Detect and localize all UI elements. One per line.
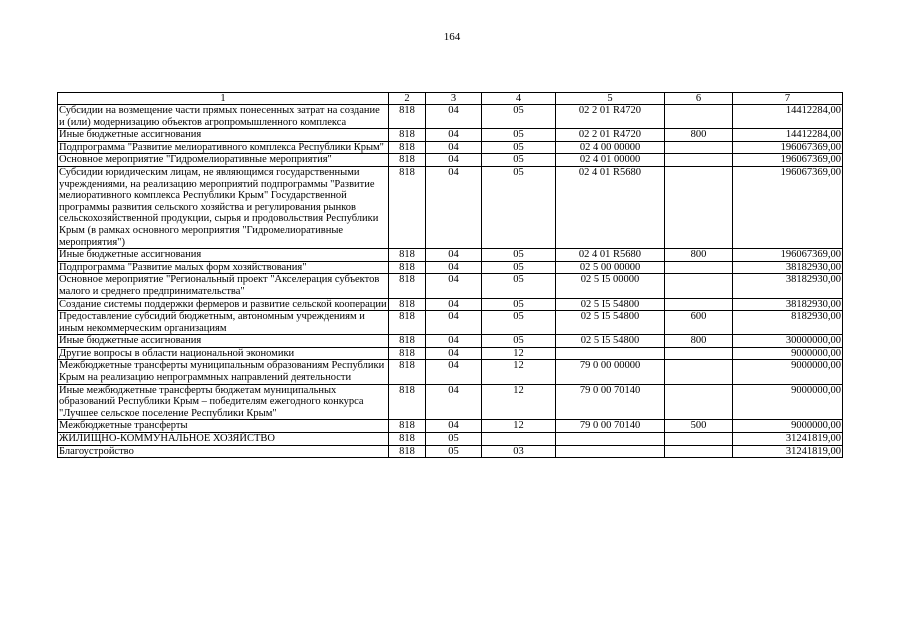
expense-type-cell [665, 274, 733, 298]
target-article-cell: 79 0 00 70140 [556, 420, 665, 433]
amount-cell: 9000000,00 [733, 360, 843, 384]
row-name-cell: Субсидии на возмещение части прямых понесенных затрат на создание и (или) модернизацию объектов агропромышленного комплекса [58, 105, 389, 129]
table-row [58, 141, 843, 154]
table-row [58, 298, 843, 311]
section-code-cell: 04 [426, 274, 482, 298]
expense-type-cell [665, 384, 733, 420]
row-name-cell: Межбюджетные трансферты [58, 420, 389, 433]
subsection-code-cell: 05 [482, 274, 556, 298]
department-code-cell: 818 [389, 141, 426, 154]
table-row [58, 347, 843, 360]
target-article-cell: 02 4 01 R5680 [556, 166, 665, 248]
subsection-code-cell: 03 [482, 445, 556, 458]
expense-type-cell [665, 347, 733, 360]
section-code-cell: 04 [426, 347, 482, 360]
table-row [58, 249, 843, 262]
row-name-cell: Подпрограмма "Развитие мелиоративного комплекса Республики Крым" [58, 141, 389, 154]
amount-cell: 196067369,00 [733, 154, 843, 167]
target-article-cell: 02 5 I5 54800 [556, 311, 665, 335]
department-code-cell: 818 [389, 261, 426, 274]
target-article-cell: 79 0 00 00000 [556, 360, 665, 384]
target-article-cell: 02 4 01 00000 [556, 154, 665, 167]
expense-type-cell: 800 [665, 249, 733, 262]
target-article-cell: 79 0 00 70140 [556, 384, 665, 420]
section-code-cell: 05 [426, 445, 482, 458]
budget-table [57, 92, 843, 458]
target-article-cell [556, 433, 665, 446]
expense-type-cell [665, 105, 733, 129]
target-article-cell [556, 445, 665, 458]
table-row [58, 166, 843, 248]
table-row [58, 105, 843, 129]
section-code-cell: 04 [426, 249, 482, 262]
expense-type-cell: 500 [665, 420, 733, 433]
department-code-cell: 818 [389, 298, 426, 311]
table-row [58, 384, 843, 420]
expense-type-cell [665, 298, 733, 311]
expense-type-cell: 800 [665, 335, 733, 348]
row-name-cell: Субсидии юридическим лицам, не являющимся государственными учреждениями, на реализацию мероприятий подпрограммы "Развитие мелиоративного комплекса Республики Крым" Государственной программы развития сельского хозяйства и регулирования рынков сельскохозяйственной продукции, сырья и продовольствия Республики Крым (в рамках основного мероприятия "Гидромелиоративные мероприятия") [58, 166, 389, 248]
department-code-cell: 818 [389, 166, 426, 248]
amount-cell: 14412284,00 [733, 105, 843, 129]
section-code-cell: 04 [426, 298, 482, 311]
target-article-cell: 02 2 01 R4720 [556, 129, 665, 142]
section-code-cell: 04 [426, 105, 482, 129]
row-name-cell: Основное мероприятие "Гидромелиоративные мероприятия" [58, 154, 389, 167]
table-row [58, 274, 843, 298]
target-article-cell [556, 347, 665, 360]
table-row [58, 154, 843, 167]
expense-type-cell [665, 360, 733, 384]
target-article-cell: 02 4 01 R5680 [556, 249, 665, 262]
table-row [58, 261, 843, 274]
subsection-code-cell: 05 [482, 335, 556, 348]
row-name-cell: Предоставление субсидий бюджетным, автономным учреждениям и иным некоммерческим организациям [58, 311, 389, 335]
amount-cell: 31241819,00 [733, 445, 843, 458]
section-code-cell: 04 [426, 166, 482, 248]
expense-type-cell [665, 433, 733, 446]
department-code-cell: 818 [389, 129, 426, 142]
section-code-cell: 04 [426, 129, 482, 142]
expense-type-cell [665, 141, 733, 154]
table-row [58, 311, 843, 335]
subsection-code-cell: 05 [482, 311, 556, 335]
amount-cell: 38182930,00 [733, 274, 843, 298]
amount-cell: 30000000,00 [733, 335, 843, 348]
subsection-code-cell: 12 [482, 420, 556, 433]
target-article-cell: 02 2 01 R4720 [556, 105, 665, 129]
subsection-code-cell: 12 [482, 384, 556, 420]
table-row [58, 420, 843, 433]
section-code-cell: 04 [426, 261, 482, 274]
section-code-cell: 04 [426, 141, 482, 154]
expense-type-cell [665, 261, 733, 274]
expense-type-cell [665, 166, 733, 248]
section-code-cell: 04 [426, 420, 482, 433]
department-code-cell: 818 [389, 360, 426, 384]
amount-cell: 38182930,00 [733, 261, 843, 274]
subsection-code-cell: 05 [482, 249, 556, 262]
subsection-code-cell: 12 [482, 347, 556, 360]
department-code-cell: 818 [389, 347, 426, 360]
amount-cell: 14412284,00 [733, 129, 843, 142]
department-code-cell: 818 [389, 249, 426, 262]
row-name-cell: Подпрограмма "Развитие малых форм хозяйствования" [58, 261, 389, 274]
col-header-1: 1 [58, 93, 389, 105]
row-name-cell: ЖИЛИЩНО-КОММУНАЛЬНОЕ ХОЗЯЙСТВО [58, 433, 389, 446]
amount-cell: 196067369,00 [733, 166, 843, 248]
amount-cell: 196067369,00 [733, 249, 843, 262]
amount-cell: 9000000,00 [733, 347, 843, 360]
row-name-cell: Иные межбюджетные трансферты бюджетам муниципальных образований Республики Крым – победителям ежегодного конкурса "Лучшее сельское поселение Республики Крым" [58, 384, 389, 420]
subsection-code-cell: 05 [482, 105, 556, 129]
department-code-cell: 818 [389, 335, 426, 348]
col-header-4: 4 [482, 93, 556, 105]
table-row [58, 360, 843, 384]
row-name-cell: Создание системы поддержки фермеров и развитие сельской кооперации [59, 298, 387, 310]
col-header-6: 6 [665, 93, 733, 105]
department-code-cell: 818 [389, 420, 426, 433]
row-name-cell: Межбюджетные трансферты муниципальным образованиям Республики Крым на реализацию непрограммных направлений деятельности [58, 360, 389, 384]
table-row [58, 335, 843, 348]
row-name-cell: Другие вопросы в области национальной экономики [58, 347, 389, 360]
section-code-cell: 04 [426, 384, 482, 420]
page-number: 164 [443, 31, 461, 43]
subsection-code-cell: 05 [482, 261, 556, 274]
department-code-cell: 818 [389, 433, 426, 446]
col-header-3: 3 [426, 93, 482, 105]
subsection-code-cell: 05 [482, 141, 556, 154]
subsection-code-cell [482, 433, 556, 446]
amount-cell: 8182930,00 [733, 311, 843, 335]
department-code-cell: 818 [389, 105, 426, 129]
table-row [58, 433, 843, 446]
target-article-cell: 02 5 00 00000 [556, 261, 665, 274]
target-article-cell: 02 5 I5 00000 [556, 274, 665, 298]
amount-cell: 31241819,00 [733, 433, 843, 446]
section-code-cell: 04 [426, 360, 482, 384]
department-code-cell: 818 [389, 274, 426, 298]
subsection-code-cell: 05 [482, 166, 556, 248]
col-header-7: 7 [733, 93, 843, 105]
row-name-cell: Иные бюджетные ассигнования [58, 249, 389, 262]
row-name-cell: Иные бюджетные ассигнования [58, 129, 389, 142]
expense-type-cell: 800 [665, 129, 733, 142]
target-article-cell: 02 5 I5 54800 [556, 335, 665, 348]
department-code-cell: 818 [389, 311, 426, 335]
subsection-code-cell: 05 [482, 129, 556, 142]
target-article-cell: 02 5 I5 54800 [556, 298, 665, 311]
expense-type-cell: 600 [665, 311, 733, 335]
col-header-5: 5 [556, 93, 665, 105]
table-header-row [58, 93, 843, 105]
table-row [58, 445, 843, 458]
col-header-2: 2 [389, 93, 426, 105]
table-body [58, 105, 843, 458]
subsection-code-cell: 05 [482, 298, 556, 311]
department-code-cell: 818 [389, 154, 426, 167]
amount-cell: 196067369,00 [733, 141, 843, 154]
section-code-cell: 04 [426, 335, 482, 348]
amount-cell: 9000000,00 [733, 384, 843, 420]
row-name-cell: Благоустройство [58, 445, 389, 458]
section-code-cell: 04 [426, 311, 482, 335]
subsection-code-cell: 05 [482, 154, 556, 167]
table-row [58, 129, 843, 142]
subsection-code-cell: 12 [482, 360, 556, 384]
row-name-cell: Иные бюджетные ассигнования [58, 335, 389, 348]
department-code-cell: 818 [389, 445, 426, 458]
expense-type-cell [665, 154, 733, 167]
section-code-cell: 04 [426, 154, 482, 167]
target-article-cell: 02 4 00 00000 [556, 141, 665, 154]
amount-cell: 38182930,00 [733, 298, 843, 311]
row-name-cell: Основное мероприятие "Региональный проект "Акселерация субъектов малого и среднего предпринимательства" [58, 274, 389, 298]
expense-type-cell [665, 445, 733, 458]
section-code-cell: 05 [426, 433, 482, 446]
department-code-cell: 818 [389, 384, 426, 420]
amount-cell: 9000000,00 [733, 420, 843, 433]
